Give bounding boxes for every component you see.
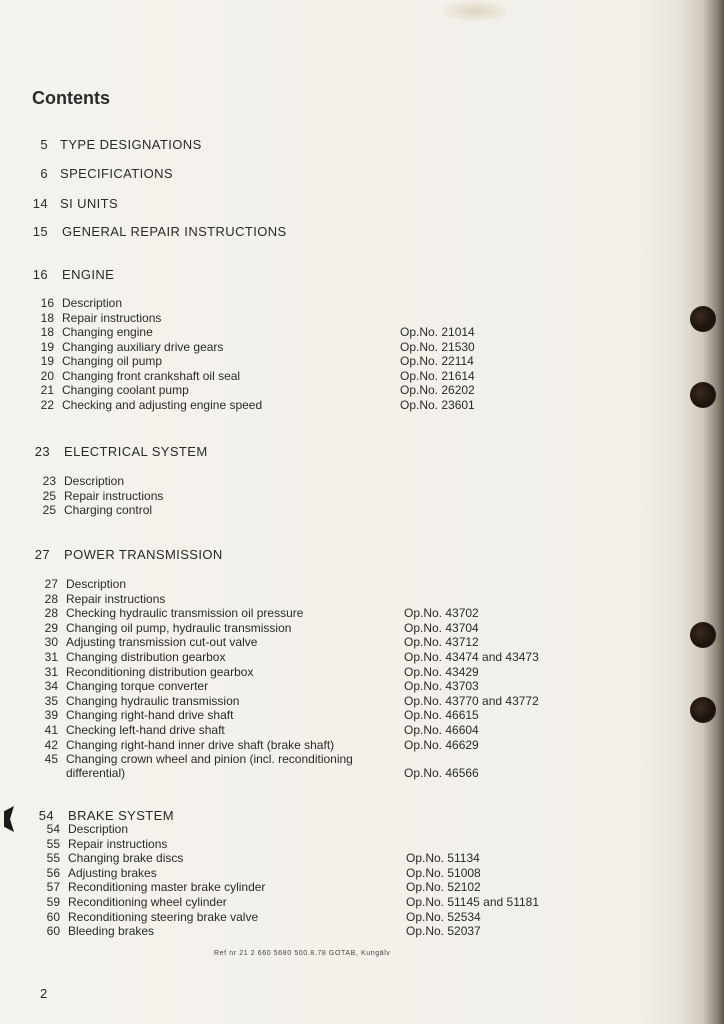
toc-entry bbox=[36, 910, 258, 924]
toc-entry bbox=[34, 723, 225, 737]
entry-label: Description bbox=[64, 474, 125, 488]
toc-entry bbox=[34, 679, 208, 693]
entry-label: Changing right-hand drive shaft bbox=[66, 708, 234, 723]
entry-page: 31 bbox=[44, 664, 58, 679]
entry-label: Changing coolant pump bbox=[62, 383, 189, 397]
entry-label: Repair instructions bbox=[68, 836, 168, 851]
entry-page: 41 bbox=[44, 723, 58, 737]
entry-page: 20 bbox=[40, 368, 54, 383]
op-number: Op.No. 52534 bbox=[406, 909, 481, 924]
entry-page: 25 bbox=[42, 488, 56, 503]
op-number: Op.No. 43429 bbox=[404, 664, 479, 679]
toc-entry bbox=[36, 822, 128, 836]
binder-hole bbox=[690, 697, 716, 723]
section-specifications: 6 SPECIFICATIONS bbox=[40, 166, 173, 181]
op-number: Op.No. 46566 bbox=[404, 766, 479, 781]
toc-entry bbox=[30, 383, 189, 397]
section-power-transmission: 27 POWER TRANSMISSION bbox=[34, 547, 223, 562]
entry-label: Checking hydraulic transmission oil pressure bbox=[66, 606, 304, 621]
toc-entry bbox=[30, 398, 262, 412]
entry-label: Changing engine bbox=[62, 325, 153, 339]
entry-label: Reconditioning distribution gearbox bbox=[66, 664, 254, 679]
entry-label: Changing auxiliary drive gears bbox=[62, 339, 224, 354]
op-number: Op.No. 43474 and 43473 bbox=[404, 650, 539, 664]
page-number: 2 bbox=[40, 986, 48, 1001]
entry-label-continued: differential) bbox=[66, 766, 126, 781]
op-number: Op.No. 43770 and 43772 bbox=[404, 693, 539, 708]
entry-label: Checking and adjusting engine speed bbox=[62, 397, 263, 412]
entry-label: Description bbox=[68, 822, 129, 836]
toc-entry bbox=[34, 738, 334, 752]
entry-page: 19 bbox=[40, 354, 54, 368]
entry-page: 18 bbox=[40, 325, 54, 339]
section-si-units: 14 SI UNITS bbox=[32, 196, 119, 211]
toc-entry bbox=[36, 895, 227, 909]
entry-page: 19 bbox=[40, 339, 54, 354]
op-number: Op.No. 26202 bbox=[400, 383, 475, 397]
entry-page: 60 bbox=[46, 909, 60, 924]
toc-entry bbox=[30, 340, 223, 354]
entry-page: 45 bbox=[44, 752, 58, 767]
entry-page: 55 bbox=[46, 836, 60, 851]
toc-entry bbox=[36, 880, 265, 894]
entry-page: 55 bbox=[46, 851, 60, 866]
toc-entry bbox=[36, 924, 154, 938]
entry-label: Description bbox=[62, 296, 123, 310]
toc-entry bbox=[36, 866, 157, 880]
entry-label: Repair instructions bbox=[62, 310, 162, 325]
toc-entry bbox=[34, 635, 257, 649]
entry-label: Changing crown wheel and pinion (incl. reconditioning bbox=[66, 752, 353, 767]
entry-label: Repair instructions bbox=[66, 591, 166, 606]
toc-entry bbox=[34, 665, 253, 679]
entry-page: 39 bbox=[44, 708, 58, 723]
entry-page: 28 bbox=[44, 606, 58, 621]
op-number: Op.No. 46629 bbox=[404, 737, 479, 752]
entry-page: 42 bbox=[44, 737, 58, 752]
toc-entry bbox=[34, 708, 233, 722]
section-brake-system: 54 BRAKE SYSTEM bbox=[38, 808, 174, 823]
op-number: Op.No. 21530 bbox=[400, 339, 475, 354]
entry-label: Checking left-hand drive shaft bbox=[66, 723, 225, 737]
section-type-designations: 5 TYPE DESIGNATIONS bbox=[40, 137, 202, 152]
op-number: Op.No. 22114 bbox=[400, 354, 474, 368]
op-number: Op.No. 52102 bbox=[406, 880, 481, 895]
entry-page: 35 bbox=[44, 693, 58, 708]
toc-entry bbox=[30, 296, 122, 310]
entry-page: 54 bbox=[46, 822, 60, 836]
entry-page: 59 bbox=[46, 895, 60, 909]
section-engine: 16 ENGINE bbox=[32, 267, 115, 282]
op-number: Op.No. 46604 bbox=[404, 723, 479, 737]
op-number: Op.No. 51145 and 51181 bbox=[406, 895, 539, 909]
section-general-repair: 15 GENERAL REPAIR INSTRUCTIONS bbox=[32, 224, 287, 239]
toc-entry bbox=[34, 577, 126, 591]
entry-label: Changing front crankshaft oil seal bbox=[62, 368, 241, 383]
entry-page: 60 bbox=[46, 924, 60, 939]
entry-page: 22 bbox=[40, 397, 54, 412]
toc-entry bbox=[36, 837, 167, 851]
entry-label: Changing torque converter bbox=[66, 679, 209, 694]
entry-label: Reconditioning master brake cylinder bbox=[68, 880, 266, 895]
entry-label: Changing brake discs bbox=[68, 851, 184, 866]
entry-label: Reconditioning steering brake valve bbox=[68, 909, 259, 924]
toc-entry bbox=[34, 621, 291, 635]
entry-label: Changing oil pump bbox=[62, 354, 163, 368]
entry-label: Repair instructions bbox=[64, 488, 164, 503]
entry-label: Changing distribution gearbox bbox=[66, 650, 226, 664]
entry-page: 18 bbox=[40, 310, 54, 325]
entry-page: 29 bbox=[44, 620, 58, 635]
entry-label: Adjusting brakes bbox=[68, 865, 157, 880]
stain bbox=[440, 0, 510, 22]
binder-hole bbox=[690, 622, 716, 648]
entry-page: 56 bbox=[46, 865, 60, 880]
toc-entry bbox=[32, 489, 163, 503]
toc-entry bbox=[32, 503, 152, 517]
binder-hole bbox=[690, 382, 716, 408]
entry-label: Description bbox=[66, 577, 127, 591]
toc-entry bbox=[34, 592, 165, 606]
toc-entry bbox=[30, 311, 161, 325]
op-number: Op.No. 23601 bbox=[400, 397, 475, 412]
section-electrical: 23 ELECTRICAL SYSTEM bbox=[34, 444, 208, 459]
entry-label: Reconditioning wheel cylinder bbox=[68, 895, 227, 909]
op-number: Op.No. 43704 bbox=[404, 620, 479, 635]
footer-reference: Ref nr 21 2 660 5680 500.8.78 GOTAB, Kungälv bbox=[214, 950, 391, 957]
entry-page: 30 bbox=[44, 635, 58, 650]
toc-entry bbox=[36, 851, 183, 865]
entry-label: Bleeding brakes bbox=[68, 924, 155, 939]
toc-entry bbox=[34, 752, 353, 780]
op-number: Op.No. 43703 bbox=[404, 679, 479, 694]
op-number: Op.No. 21614 bbox=[400, 368, 475, 383]
toc-entry bbox=[30, 325, 153, 339]
entry-page: 25 bbox=[42, 503, 56, 517]
entry-label: Charging control bbox=[64, 503, 153, 517]
entry-page: 34 bbox=[44, 679, 58, 694]
op-number: Op.No. 52037 bbox=[406, 924, 481, 939]
op-number: Op.No. 43702 bbox=[404, 606, 479, 621]
entry-label: Changing hydraulic transmission bbox=[66, 693, 240, 708]
entry-page: 28 bbox=[44, 591, 58, 606]
entry-label: Changing right-hand inner drive shaft (brake shaft) bbox=[66, 737, 335, 752]
op-number: Op.No. 51008 bbox=[406, 865, 481, 880]
op-number: Op.No. 51134 bbox=[406, 851, 480, 866]
op-number: Op.No. 21014 bbox=[400, 325, 475, 339]
page-title: Contents bbox=[32, 88, 110, 108]
toc-entry bbox=[30, 354, 162, 368]
entry-page: 57 bbox=[46, 880, 60, 895]
entry-page: 21 bbox=[40, 383, 54, 397]
toc-entry bbox=[34, 694, 239, 708]
entry-page: 27 bbox=[44, 577, 58, 591]
binder-hole bbox=[690, 306, 716, 332]
toc-entry bbox=[34, 606, 303, 620]
entry-page: 31 bbox=[44, 650, 58, 664]
toc-entry bbox=[32, 474, 124, 488]
toc-entry bbox=[30, 369, 240, 383]
entry-label: Adjusting transmission cut-out valve bbox=[66, 635, 258, 650]
entry-page: 16 bbox=[40, 296, 54, 310]
op-number: Op.No. 43712 bbox=[404, 635, 479, 650]
entry-label: Changing oil pump, hydraulic transmission bbox=[66, 620, 292, 635]
entry-page: 23 bbox=[42, 474, 56, 488]
op-number: Op.No. 46615 bbox=[404, 708, 479, 723]
toc-entry bbox=[34, 650, 225, 664]
